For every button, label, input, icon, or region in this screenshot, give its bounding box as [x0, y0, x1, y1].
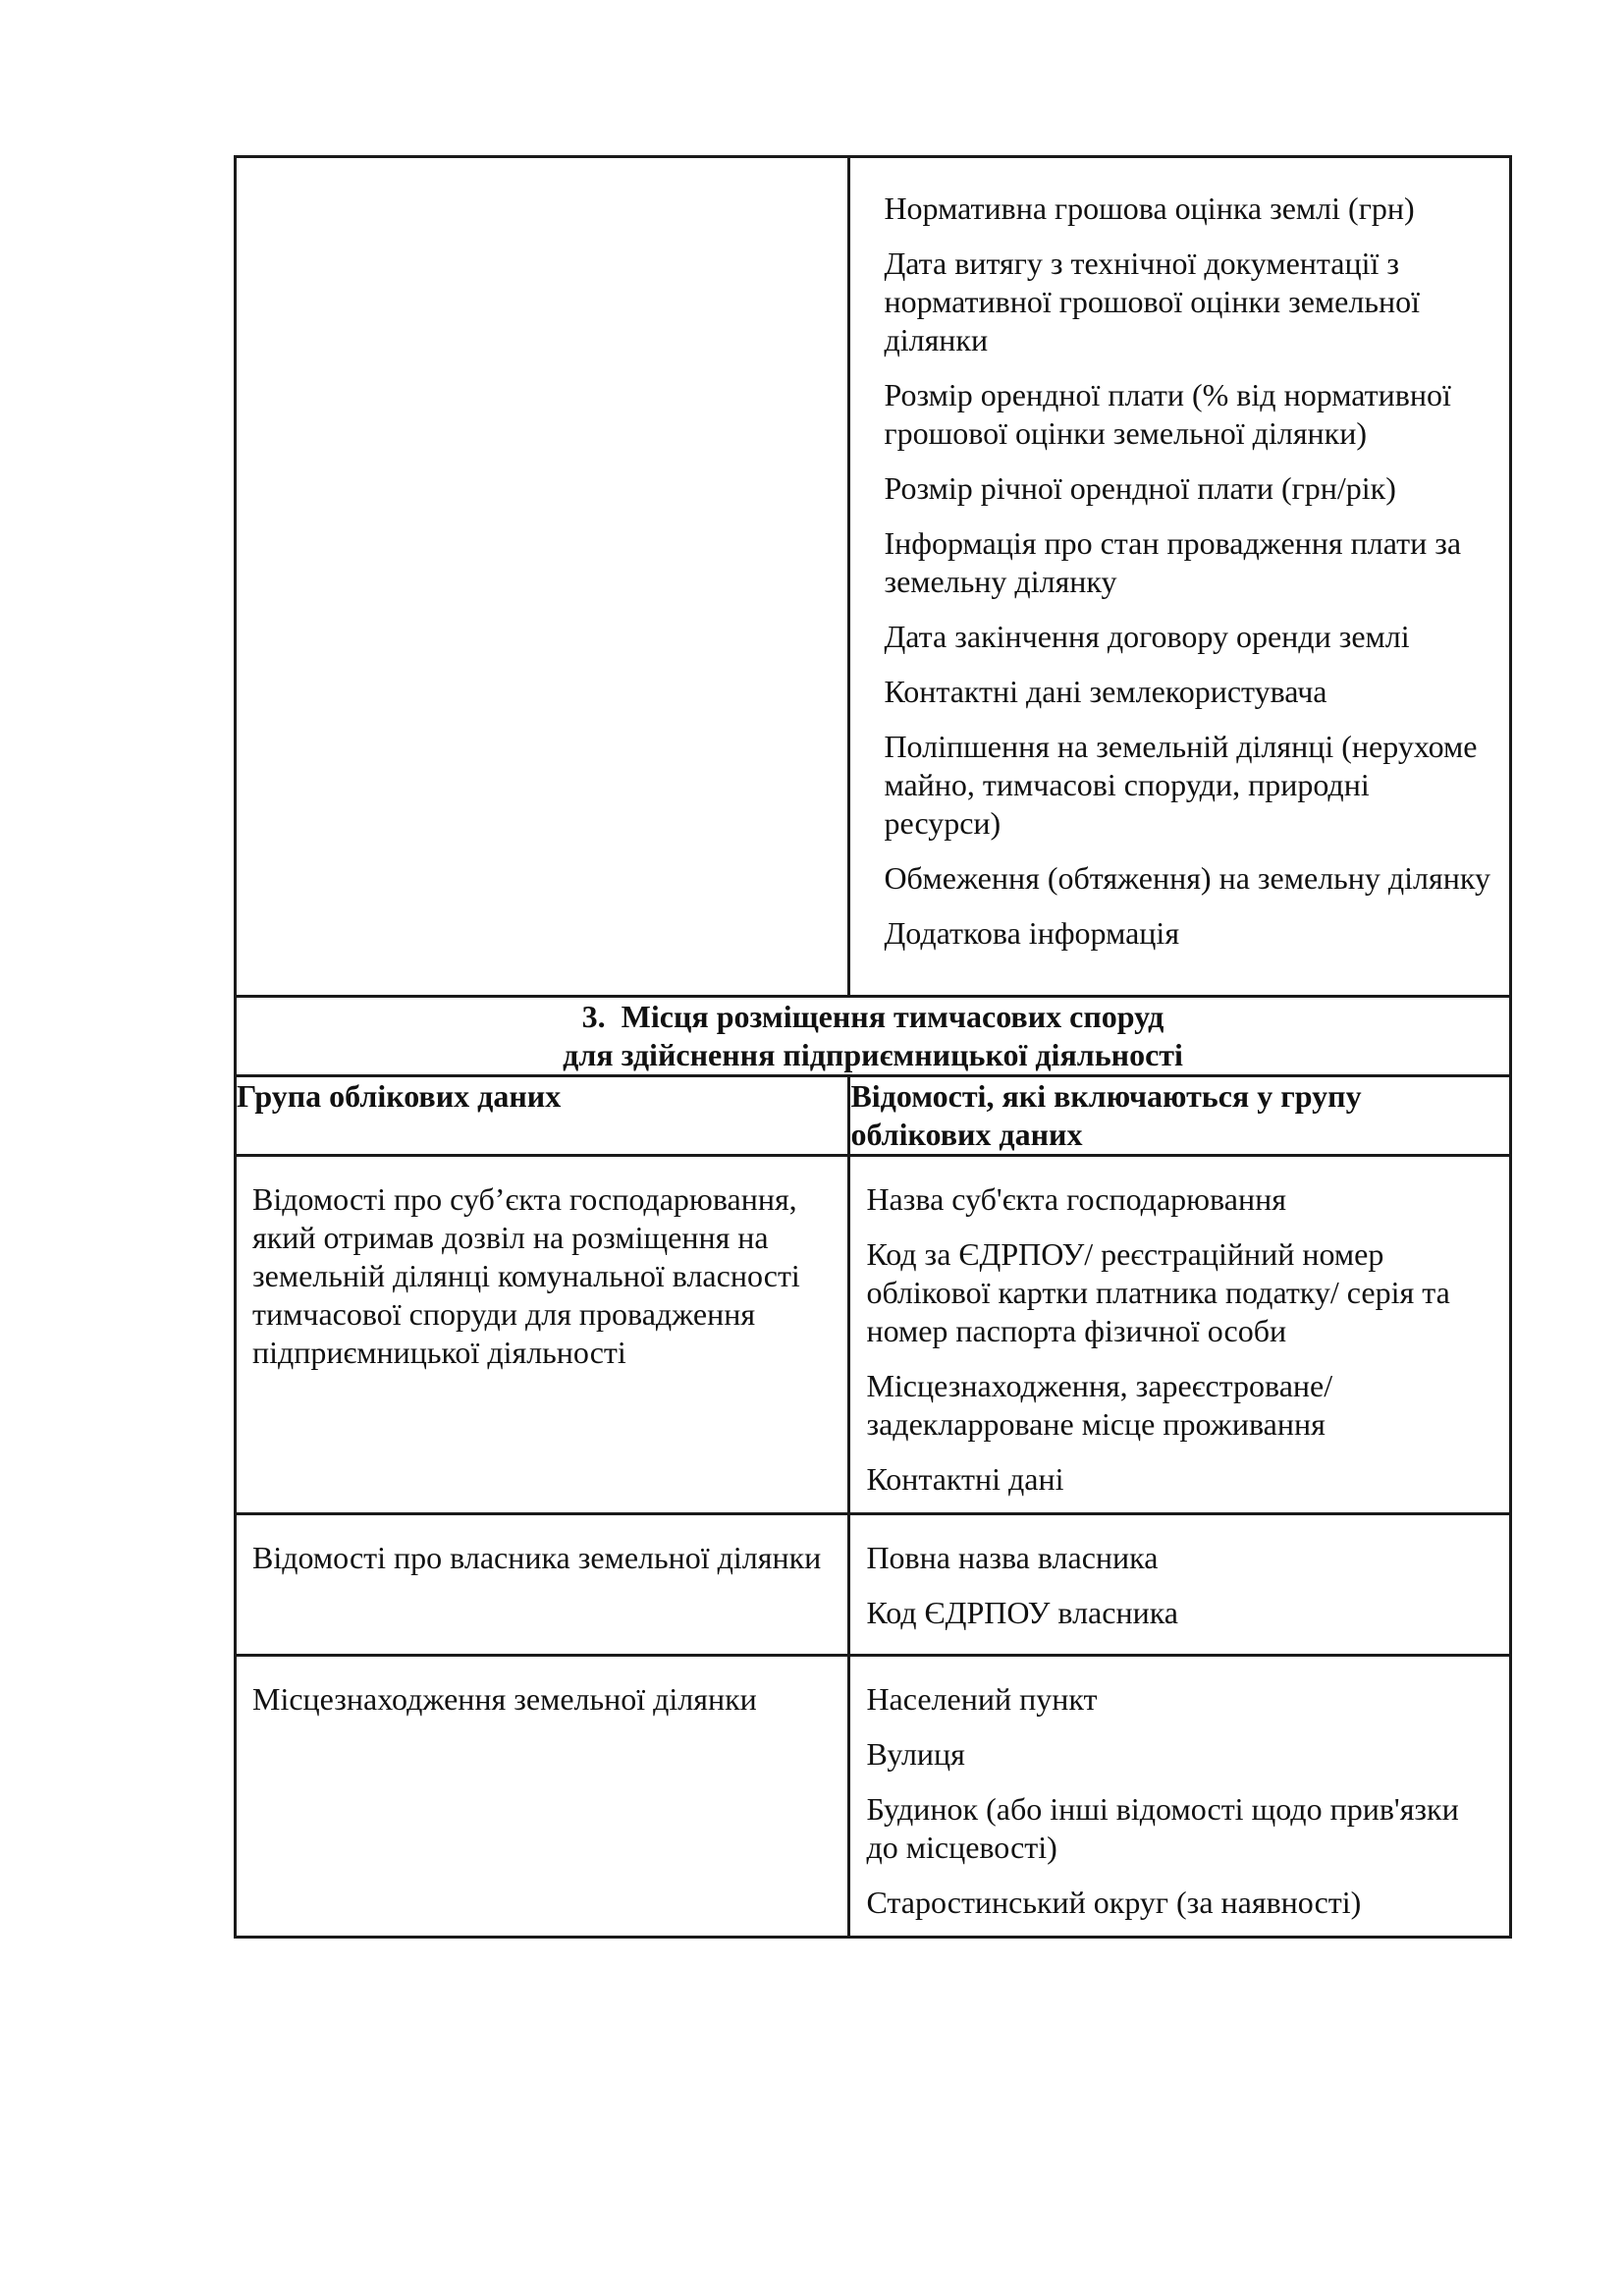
list-item: Розмір орендної плати (% від нормативної грошової оцінки земельної ділянки)	[884, 377, 1451, 451]
group-cell	[236, 1656, 849, 1938]
table-row	[236, 157, 1511, 997]
section-number: 3.	[581, 999, 606, 1034]
details-cell	[849, 1156, 1511, 1514]
details-cell	[849, 1656, 1511, 1938]
section-title-line1: Місця розміщення тимчасових споруд	[621, 999, 1164, 1034]
group-text: Відомості про суб’єкта господарювання, який отримав дозвіл на розміщення на земельній ділянці комунальної власності тимчасової споруди для провадження підприємницької діяльності	[252, 1181, 800, 1370]
group-text: Місцезнаходження земельної ділянки	[252, 1681, 757, 1717]
list-item: Населений пункт	[866, 1681, 1098, 1717]
list-item: Код за ЄДРПОУ/ реєстраційний номер облікової картки платника податку/ серія та номер паспорта фізичної особи	[866, 1236, 1450, 1348]
header-row	[236, 1076, 1511, 1156]
list-item: Код ЄДРПОУ власника	[866, 1595, 1178, 1630]
list-item: Будинок (або інші відомості щодо прив'язки до місцевості)	[866, 1791, 1459, 1865]
records-table	[234, 155, 1512, 1939]
group-cell	[236, 1156, 849, 1514]
list-item: Контактні дані	[866, 1461, 1064, 1497]
group-text: Відомості про власника земельної ділянки	[252, 1540, 822, 1575]
details-cell	[849, 1514, 1511, 1656]
list-item: Розмір річної орендної плати (грн/рік)	[884, 470, 1396, 506]
list-item: Назва суб'єкта господарювання	[866, 1181, 1286, 1217]
list-item: Місцезнаходження, зареєстроване/задекларроване місце проживання	[866, 1368, 1333, 1442]
header-details: Відомості, які включаються у групу облікових даних	[849, 1076, 1511, 1156]
list-item: Обмеження (обтяження) на земельну ділянку	[884, 860, 1490, 896]
group-cell	[236, 1514, 849, 1656]
header-group: Група облікових даних	[236, 1076, 849, 1156]
section-title	[236, 997, 1511, 1076]
list-item: Вулиця	[866, 1736, 965, 1772]
info-cell	[849, 157, 1511, 997]
list-item: Інформація про стан провадження плати за земельну ділянку	[884, 525, 1462, 599]
table-row	[236, 1514, 1511, 1656]
list-item: Поліпшення на земельній ділянці (нерухоме майно, тимчасові споруди, природні ресурси)	[884, 729, 1478, 841]
info-list	[850, 158, 1509, 964]
list-item: Додаткова інформація	[884, 915, 1180, 951]
table-row	[236, 1156, 1511, 1514]
list-item: Повна назва власника	[866, 1540, 1159, 1575]
list-item: Контактні дані землекористувача	[884, 674, 1327, 709]
table-row	[236, 1656, 1511, 1938]
list-item: Старостинський округ (за наявності)	[866, 1885, 1362, 1920]
section-title-line2: для здійснення підприємницької діяльності	[563, 1037, 1183, 1072]
list-item: Дата закінчення договору оренди землі	[884, 619, 1410, 654]
section-row	[236, 997, 1511, 1076]
list-item: Нормативна грошова оцінка землі (грн)	[884, 191, 1415, 226]
empty-left-cell	[236, 157, 849, 997]
list-item: Дата витягу з технічної документації з нормативної грошової оцінки земельної ділянки	[884, 246, 1420, 357]
